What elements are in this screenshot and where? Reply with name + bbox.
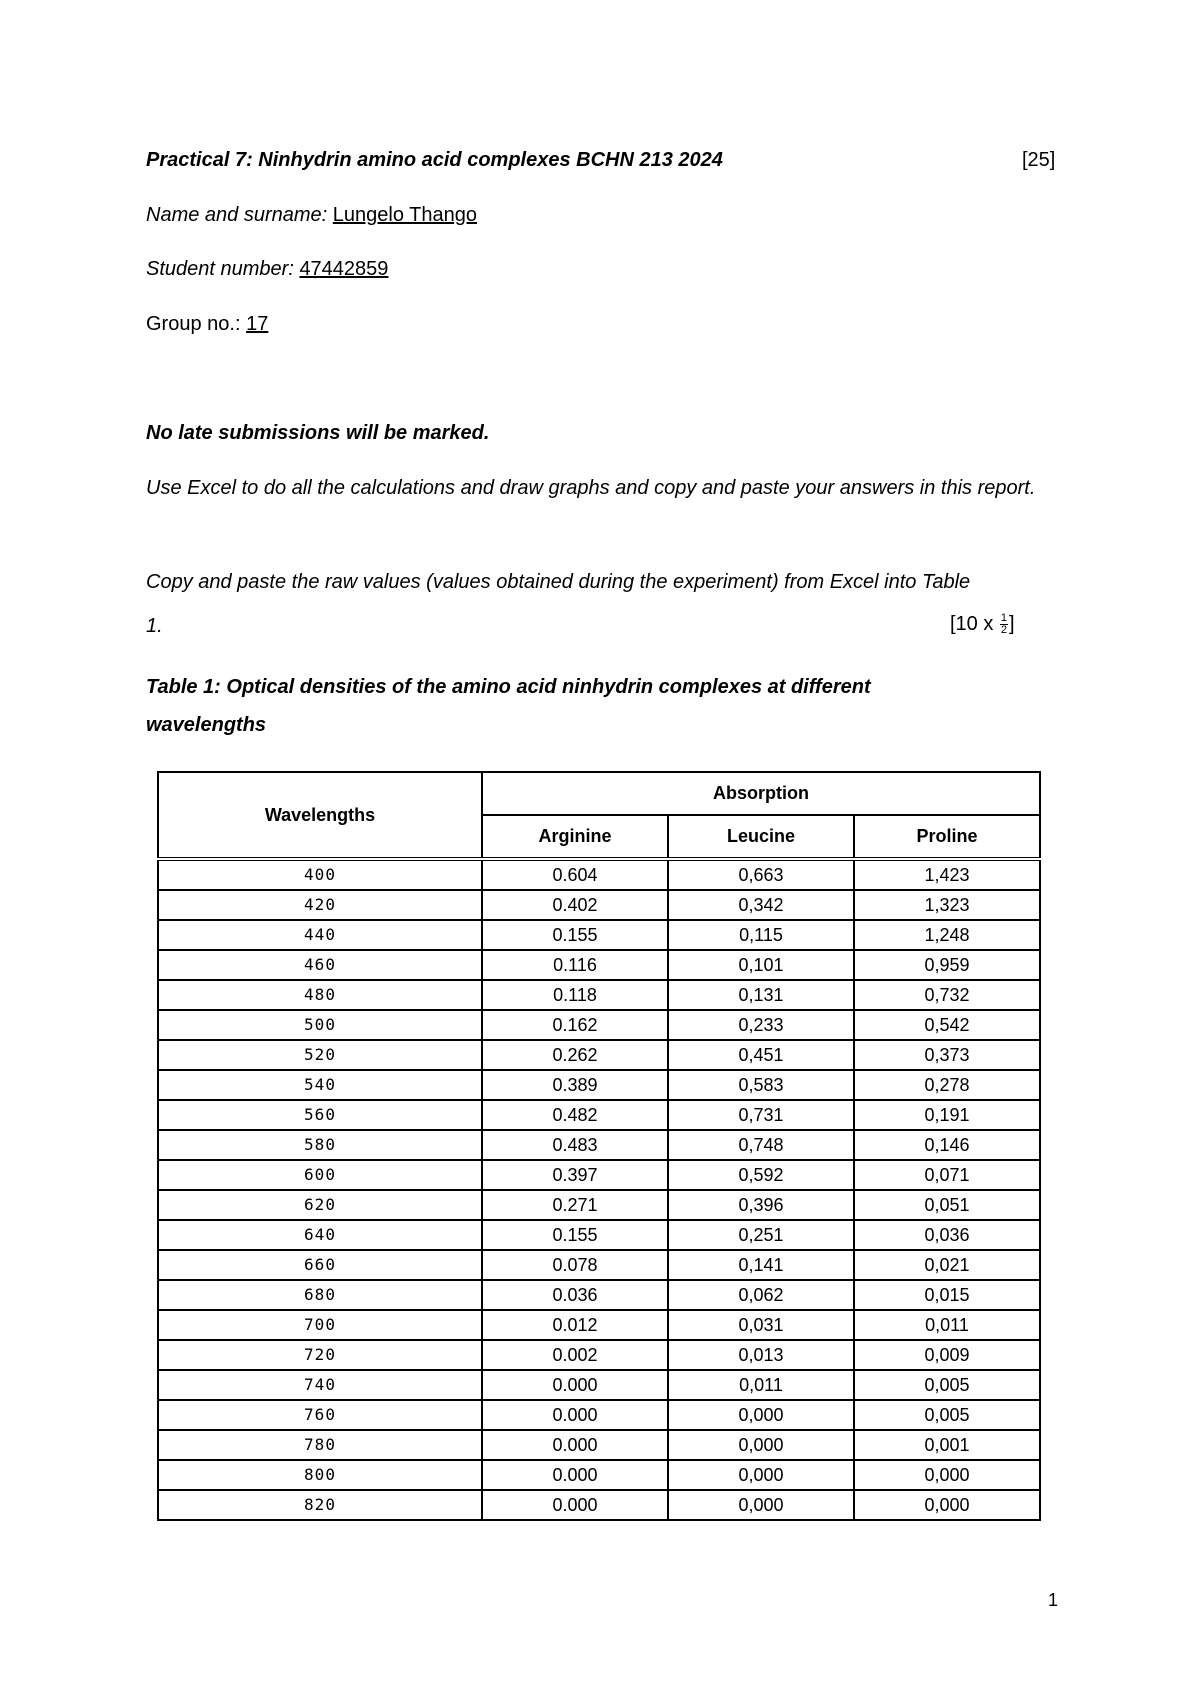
half-fraction: $\frac{1}{2}$	[1000, 612, 1008, 637]
practical-title: Practical 7: Ninhydrin amino acid complexes BCHN 213 2024	[146, 149, 723, 171]
absorption-cell: 0,031	[668, 1310, 854, 1340]
table-row	[158, 1190, 1040, 1220]
absorption-cell: 0,732	[854, 980, 1040, 1010]
absorption-cell: 0,021	[854, 1250, 1040, 1280]
group-label: Group no.:	[146, 313, 241, 335]
wavelength-cell: 640	[158, 1220, 482, 1250]
absorption-cell: 0.162	[482, 1010, 668, 1040]
absorption-cell: 0,036	[854, 1220, 1040, 1250]
absorption-cell: 0,011	[854, 1310, 1040, 1340]
student-number-line	[146, 257, 388, 281]
absorption-cell: 0.000	[482, 1430, 668, 1460]
absorption-cell: 0.402	[482, 890, 668, 920]
copy-instruction-line2: 1.	[146, 615, 163, 637]
page-number: 1	[1048, 1590, 1059, 1610]
copy-instruction-line1: Copy and paste the raw values (values obtained during the experiment) from Excel into Table	[146, 571, 971, 593]
absorption-cell: 0,141	[668, 1250, 854, 1280]
wavelength-cell: 720	[158, 1340, 482, 1370]
absorption-cell: 0,000	[854, 1460, 1040, 1490]
absorption-cell: 0.604	[482, 859, 668, 890]
table-row	[158, 1310, 1040, 1340]
absorption-cell: 0,342	[668, 890, 854, 920]
table-row	[158, 1160, 1040, 1190]
absorption-cell: 0.078	[482, 1250, 668, 1280]
absorption-cell: 0,005	[854, 1400, 1040, 1430]
table-row	[158, 1010, 1040, 1040]
student-number-value: 47442859	[299, 258, 389, 280]
table-row	[158, 1070, 1040, 1100]
table-row	[158, 1370, 1040, 1400]
wavelength-cell: 400	[158, 859, 482, 890]
wavelength-cell: 820	[158, 1490, 482, 1520]
header-absorption: Absorption	[482, 772, 1040, 815]
absorption-cell: 0,062	[668, 1280, 854, 1310]
table-row	[158, 1100, 1040, 1130]
absorption-cell: 0,373	[854, 1040, 1040, 1070]
name-line: Name and surname: Lungelo Thango	[146, 204, 477, 226]
table-body	[158, 859, 1040, 1520]
absorption-cell: 0,592	[668, 1160, 854, 1190]
wavelength-cell: 620	[158, 1190, 482, 1220]
absorption-cell: 1,423	[854, 859, 1040, 890]
wavelength-cell: 800	[158, 1460, 482, 1490]
absorption-cell: 0.118	[482, 980, 668, 1010]
total-marks: [25]	[1022, 149, 1056, 171]
wavelength-cell: 420	[158, 890, 482, 920]
wavelength-cell: 700	[158, 1310, 482, 1340]
absorption-cell: 0,115	[668, 920, 854, 950]
name-value: Lungelo Thango	[332, 204, 477, 226]
absorption-cell: 0.262	[482, 1040, 668, 1070]
absorption-cell: 0.271	[482, 1190, 668, 1220]
absorption-cell: 1,323	[854, 890, 1040, 920]
absorption-cell: 0.397	[482, 1160, 668, 1190]
table-row	[158, 859, 1040, 890]
absorption-cell: 0,191	[854, 1100, 1040, 1130]
table-caption-line2: wavelengths	[146, 714, 267, 736]
wavelength-cell: 520	[158, 1040, 482, 1070]
header-arginine: Arginine	[482, 815, 668, 859]
wavelength-cell: 780	[158, 1430, 482, 1460]
table-row	[158, 1130, 1040, 1160]
absorption-cell: 0.155	[482, 1220, 668, 1250]
absorption-cell: 0.036	[482, 1280, 668, 1310]
wavelength-cell: 440	[158, 920, 482, 950]
absorption-cell: 0,000	[668, 1400, 854, 1430]
name-label: Name and surname	[146, 204, 322, 226]
wavelength-cell: 760	[158, 1400, 482, 1430]
table-row	[158, 1220, 1040, 1250]
table-row	[158, 890, 1040, 920]
absorption-cell: 0,101	[668, 950, 854, 980]
absorption-cell: 0,251	[668, 1220, 854, 1250]
absorption-cell: 0,731	[668, 1100, 854, 1130]
table-row	[158, 920, 1040, 950]
absorption-cell: 0.002	[482, 1340, 668, 1370]
wavelength-cell: 480	[158, 980, 482, 1010]
header-wavelengths: Wavelengths	[158, 772, 482, 859]
absorption-cell: 0,011	[668, 1370, 854, 1400]
header-leucine: Leucine	[668, 815, 854, 859]
wavelength-cell: 680	[158, 1280, 482, 1310]
absorption-cell: 0,001	[854, 1430, 1040, 1460]
absorption-cell: 0,000	[854, 1490, 1040, 1520]
absorption-cell: 0,000	[668, 1430, 854, 1460]
absorption-cell: 0.000	[482, 1370, 668, 1400]
absorption-cell: 0,000	[668, 1460, 854, 1490]
table-caption-line1: Table 1: Optical densities of the amino acid ninhydrin complexes at different	[146, 676, 871, 698]
group-value: 17	[246, 313, 269, 335]
absorption-cell: 0,233	[668, 1010, 854, 1040]
wavelength-cell: 560	[158, 1100, 482, 1130]
absorption-cell: 1,248	[854, 920, 1040, 950]
table-row	[158, 1250, 1040, 1280]
table-row	[158, 980, 1040, 1010]
absorption-cell: 0.116	[482, 950, 668, 980]
wavelength-cell: 600	[158, 1160, 482, 1190]
table-row	[158, 1430, 1040, 1460]
wavelength-cell: 580	[158, 1130, 482, 1160]
wavelength-cell: 460	[158, 950, 482, 980]
table-row	[158, 1460, 1040, 1490]
absorption-cell: 0,013	[668, 1340, 854, 1370]
table-marks: [10 x $\frac{1}{2}$ ]	[950, 612, 1015, 637]
wavelength-cell: 540	[158, 1070, 482, 1100]
header-proline: Proline	[854, 815, 1040, 859]
absorption-cell: 0,009	[854, 1340, 1040, 1370]
group-line	[146, 312, 268, 336]
absorption-cell: 0,959	[854, 950, 1040, 980]
absorption-cell: 0,451	[668, 1040, 854, 1070]
absorption-cell: 0,146	[854, 1130, 1040, 1160]
absorption-cell: 0,015	[854, 1280, 1040, 1310]
absorption-cell: 0.000	[482, 1460, 668, 1490]
table-row	[158, 1400, 1040, 1430]
absorption-cell: 0,663	[668, 859, 854, 890]
late-notice: No late submissions will be marked.	[146, 422, 490, 444]
absorption-cell: 0.000	[482, 1400, 668, 1430]
absorption-cell: 0,748	[668, 1130, 854, 1160]
wavelength-cell: 660	[158, 1250, 482, 1280]
absorption-cell: 0.483	[482, 1130, 668, 1160]
wavelength-cell: 500	[158, 1010, 482, 1040]
wavelength-cell: 740	[158, 1370, 482, 1400]
table-row	[158, 1340, 1040, 1370]
absorption-cell: 0,071	[854, 1160, 1040, 1190]
table-row	[158, 1040, 1040, 1070]
absorption-cell: 0.000	[482, 1490, 668, 1520]
absorption-cell: 0.155	[482, 920, 668, 950]
absorption-cell: 0.012	[482, 1310, 668, 1340]
absorption-cell: 0,278	[854, 1070, 1040, 1100]
table-row	[158, 1490, 1040, 1520]
absorption-cell: 0,051	[854, 1190, 1040, 1220]
absorption-cell: 0,583	[668, 1070, 854, 1100]
absorption-cell: 0,000	[668, 1490, 854, 1520]
table-row	[158, 1280, 1040, 1310]
absorption-cell: 0,396	[668, 1190, 854, 1220]
absorption-table	[157, 771, 1041, 1521]
table-row	[158, 950, 1040, 980]
absorption-cell: 0,131	[668, 980, 854, 1010]
absorption-cell: 0,005	[854, 1370, 1040, 1400]
absorption-cell: 0.482	[482, 1100, 668, 1130]
excel-instruction: Use Excel to do all the calculations and draw graphs and copy and paste your answers in this report.	[146, 477, 1036, 499]
student-number-label: Student number:	[146, 258, 294, 280]
absorption-cell: 0.389	[482, 1070, 668, 1100]
absorption-cell: 0,542	[854, 1010, 1040, 1040]
